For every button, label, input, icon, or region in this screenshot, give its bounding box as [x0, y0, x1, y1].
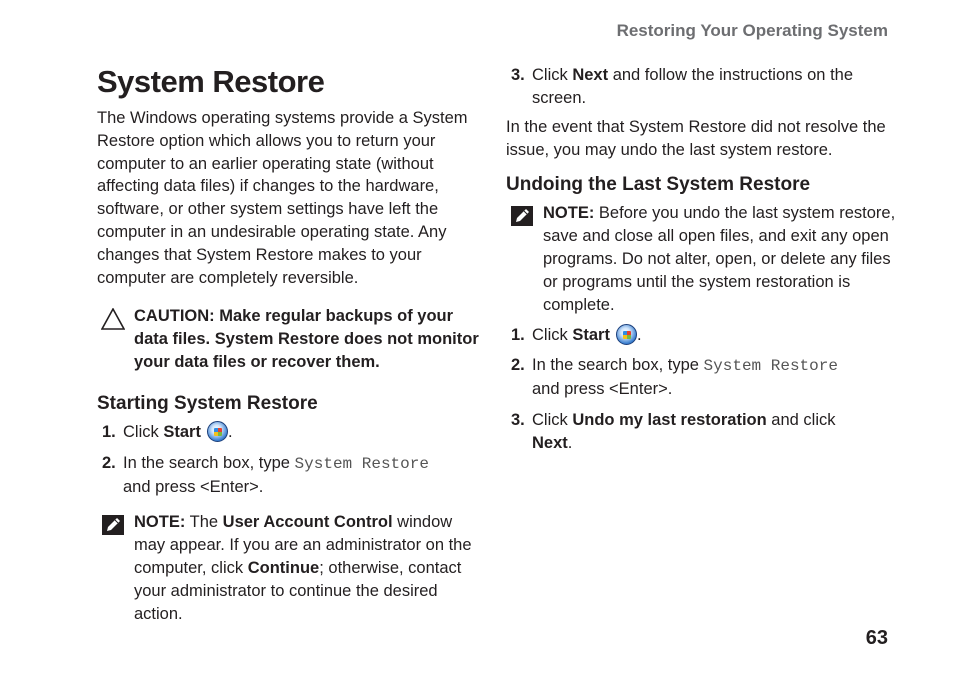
step-text: . [227, 423, 233, 442]
left-column [97, 64, 485, 626]
intro-paragraph: The Windows operating systems provide a System Restore option which allows you to return your computer to an earlier operating state (without affecting data files) if changes to the hardware, software, or other system settings have left the computer in an undesirable operating state. Any changes that System Restore makes to your computer are completely reversible. [97, 109, 468, 287]
undoing-steps [506, 324, 896, 455]
step-text: and press <Enter>. [532, 379, 673, 398]
step-number: 1. [102, 423, 116, 442]
list-item [506, 324, 896, 347]
list-item [97, 421, 485, 444]
step-number: 2. [102, 454, 116, 473]
note-callout [506, 202, 896, 317]
section-heading-undoing: Undoing the Last System Restore [506, 173, 811, 195]
note-text: ; otherwise, contact your administrator to continue the desired action. [134, 559, 462, 624]
note-text: The [185, 513, 223, 532]
note-pencil-icon [101, 514, 125, 536]
note-pencil-icon [510, 205, 534, 227]
list-item [506, 354, 896, 401]
note-label: NOTE: [543, 203, 595, 222]
step-text: Click [532, 410, 573, 429]
note-bold: Continue [247, 559, 320, 578]
page-title: System Restore [97, 64, 325, 99]
starting-steps-continued [506, 64, 896, 110]
caution-icon [101, 308, 125, 330]
step-text: and follow the instructions on the screen. [532, 66, 854, 107]
step-text: Click [532, 325, 573, 344]
undo-paragraph: In the event that System Restore did not resolve the issue, you may undo the last system restore. [506, 118, 886, 159]
step-number: 3. [511, 66, 525, 84]
step-number: 3. [511, 410, 525, 429]
note-callout [97, 511, 485, 626]
running-header: Restoring Your Operating System [616, 21, 888, 40]
step-number: 1. [511, 325, 525, 344]
right-column [506, 64, 896, 455]
command-text: System Restore [294, 455, 429, 474]
command-text: System Restore [703, 356, 838, 375]
list-item [506, 64, 896, 110]
windows-start-icon [616, 324, 637, 345]
note-text: Before you undo the last system restore, save and close all open files, and exit any open programs. Do not alter, open, or delete any files or programs until the system restoration is complete. [543, 203, 896, 314]
start-label: Start [163, 423, 201, 442]
step-text: and click [766, 410, 836, 429]
step-text: and press <Enter>. [123, 478, 264, 497]
start-label: Start [572, 325, 610, 344]
undo-restoration-label: Undo my last restoration [572, 410, 767, 429]
step-text: In the search box, type [532, 355, 704, 374]
caution-text: CAUTION: Make regular backups of your data files. System Restore does not monitor your data files or recover them. [134, 307, 479, 372]
list-item [506, 409, 896, 455]
step-text: In the search box, type [123, 454, 295, 473]
note-text: window may appear. If you are an administrator on the computer, click [134, 513, 472, 578]
caution-callout [97, 305, 485, 374]
step-text: Click [123, 423, 164, 442]
page-number: 63 [865, 627, 888, 649]
step-text: . [636, 325, 642, 344]
step-number: 2. [511, 355, 525, 374]
next-label: Next [532, 433, 568, 452]
step-text: . [567, 433, 573, 452]
step-text: Click [532, 66, 573, 84]
starting-steps [97, 421, 485, 499]
note-label: NOTE: [134, 513, 186, 532]
note-bold: User Account Control [222, 513, 393, 532]
list-item [97, 452, 485, 499]
section-heading-starting: Starting System Restore [97, 393, 318, 415]
next-label: Next [572, 66, 609, 84]
windows-start-icon [207, 421, 228, 442]
